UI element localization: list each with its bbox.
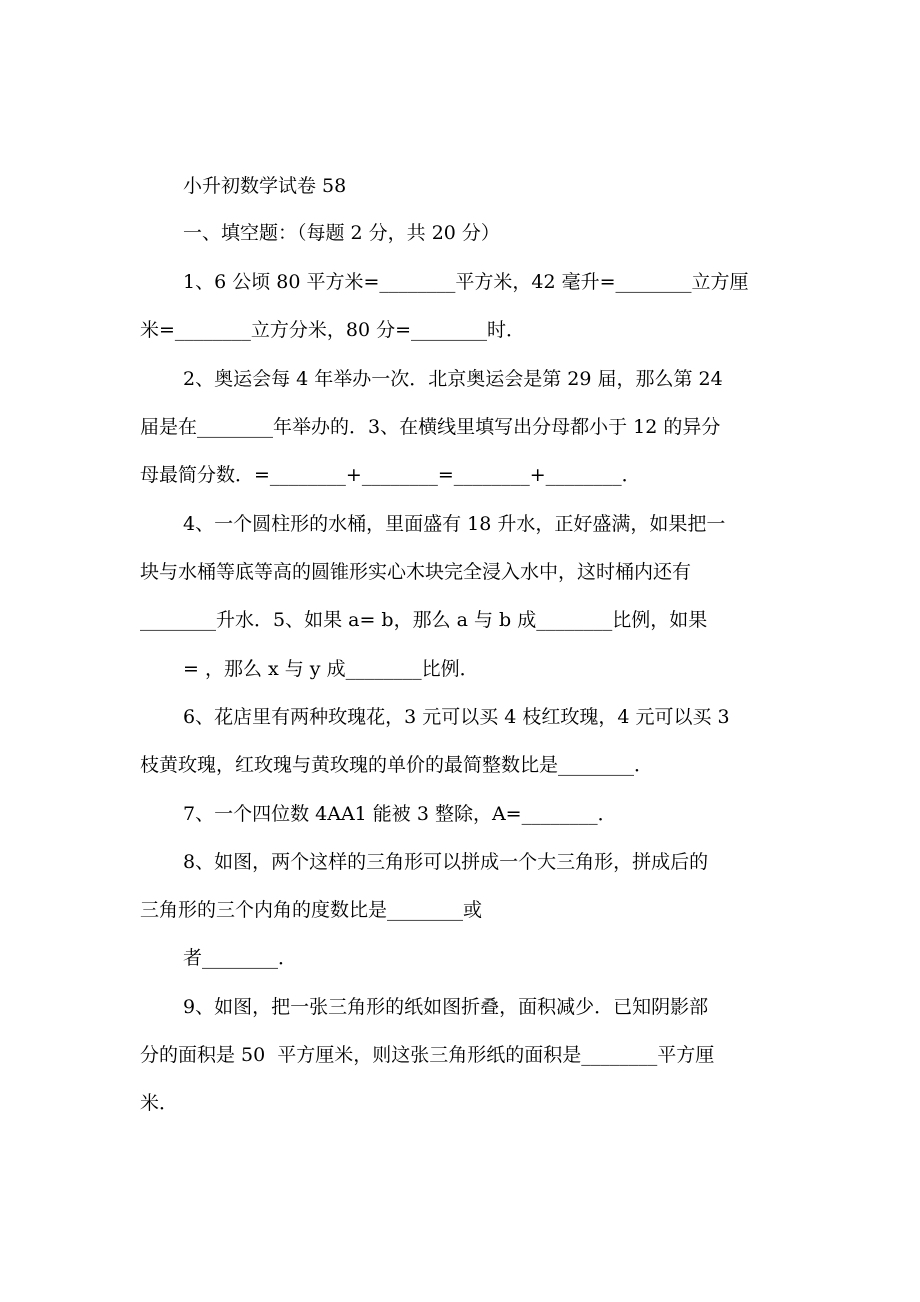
text-line: 三角形的三个内角的度数比是________或 xyxy=(140,899,483,921)
document-title: 小升初数学试卷 58 xyxy=(183,175,347,197)
text-line: 块与水桶等底等高的圆锥形实心木块完全浸入水中，这时桶内还有 xyxy=(140,561,692,583)
text-line: 8、如图，两个这样的三角形可以拼成一个大三角形，拼成后的 xyxy=(183,851,709,873)
text-line: 2、奥运会每 4 年举办一次．北京奥运会是第 29 届，那么第 24 xyxy=(183,368,723,390)
text-line: 9、如图，把一张三角形的纸如图折叠，面积减少．已知阴影部 xyxy=(183,996,709,1018)
text-line: 1、6 公顷 80 平方米=________平方米，42 毫升=________立方厘 xyxy=(183,271,749,293)
text-line: 7、一个四位数 4AA1 能被 3 整除，A=________． xyxy=(183,803,617,825)
text-line: 米． xyxy=(140,1092,179,1114)
text-line: 枝黄玫瑰，红玫瑰与黄玫瑰的单价的最简整数比是________． xyxy=(140,754,654,776)
text-line: 分的面积是 50 平方厘米，则这张三角形纸的面积是________平方厘 xyxy=(140,1044,715,1066)
text-line: 届是在________年举办的．3、在横线里填写出分母都小于 12 的异分 xyxy=(140,416,721,438)
text-line: 母最简分数．=________+________=________+________． xyxy=(140,464,641,486)
text-line: 米=________立方分米，80 分=________时． xyxy=(140,319,526,341)
text-line: 者________． xyxy=(183,947,298,969)
text-line: 4、一个圆柱形的水桶，里面盛有 18 升水，正好盛满，如果把一 xyxy=(183,513,726,535)
text-line: = ，那么 x 与 y 成________比例． xyxy=(183,658,479,680)
section-heading: 一、填空题：（每题 2 分，共 20 分） xyxy=(183,222,500,244)
text-line: 6、花店里有两种玫瑰花，3 元可以买 4 枝红玫瑰，4 元可以买 3 xyxy=(183,706,730,728)
text-line: ________升水．5、如果 a= b，那么 a 与 b 成________比例，如果 xyxy=(140,609,708,631)
